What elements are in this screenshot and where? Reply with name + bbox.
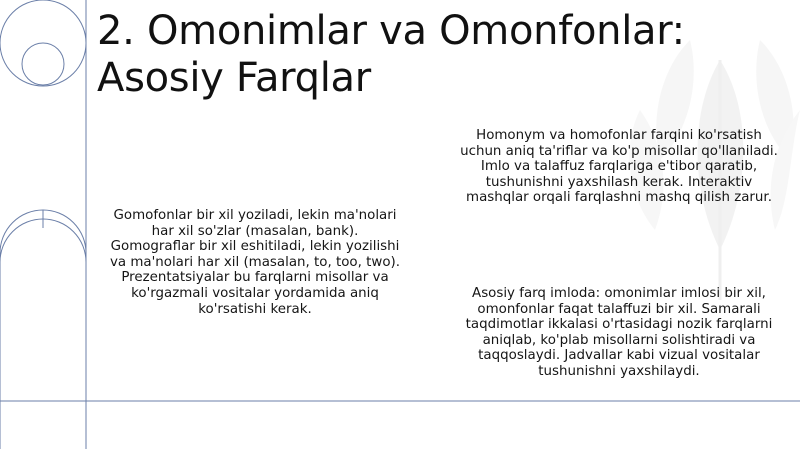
left-text-line: Gomofonlar bir xil yoziladi, lekin ma'nolari xyxy=(113,208,397,223)
right-top-text-line: uchun aniq ta'riflar va ko'p misollar qo'llaniladi. xyxy=(460,143,778,159)
right-top-text-line: Imlo va talaffuz farqlariga e'tibor qaratib, xyxy=(480,159,758,175)
right-bottom-text-line: omonfonlar faqat talaffuzi bir xil. Samarali xyxy=(477,301,761,317)
right-bottom-text-line: Asosiy farq imloda: omonimlar imlosi bir xil, xyxy=(472,286,766,301)
right-bottom-text-line: aniqlab, ko'plab misollarni solishtiradi va xyxy=(482,332,756,348)
left-text-line: va ma'nolari har xil (masalan, to, too, two). xyxy=(109,254,401,270)
right-bottom-text-line: tushunishni yaxshilaydi. xyxy=(538,363,700,379)
slide-title xyxy=(97,8,787,102)
small-circle-top xyxy=(22,43,64,85)
right-top-text-line: Homonym va homofonlar farqini ko'rsatish xyxy=(476,128,762,143)
right-bottom-text-block xyxy=(448,286,790,380)
right-bottom-text-line: taqdimotlar ikkalasi o'rtasidagi nozik farqlarni xyxy=(465,317,773,333)
right-top-text-line: tushunishni yaxshilash kerak. Interaktiv xyxy=(485,174,753,190)
left-text-line: Gomograflar bir xil eshitiladi, lekin yozilishi xyxy=(110,239,400,255)
title-line-1: 2. Omonimlar va Omonfonlar: xyxy=(97,8,685,54)
left-text-block xyxy=(90,208,420,317)
left-text-line: har xil so'zlar (masalan, bank). xyxy=(151,223,359,239)
arch-shape xyxy=(0,210,86,449)
left-text-line: ko'rsatishi kerak. xyxy=(198,301,312,317)
right-bottom-text-line: taqqoslaydi. Jadvallar kabi vizual vositalar xyxy=(478,348,760,364)
right-top-text-block xyxy=(448,128,790,206)
left-text-line: Prezentatsiyalar bu farqlarni misollar va xyxy=(121,270,389,286)
title-line-2: Asosiy Farqlar xyxy=(97,55,371,101)
left-text-line: ko'rgazmali vositalar yordamida aniq xyxy=(131,285,379,301)
right-top-text-line: mashqlar orqali farqlashni mashq qilish zarur. xyxy=(466,190,772,206)
